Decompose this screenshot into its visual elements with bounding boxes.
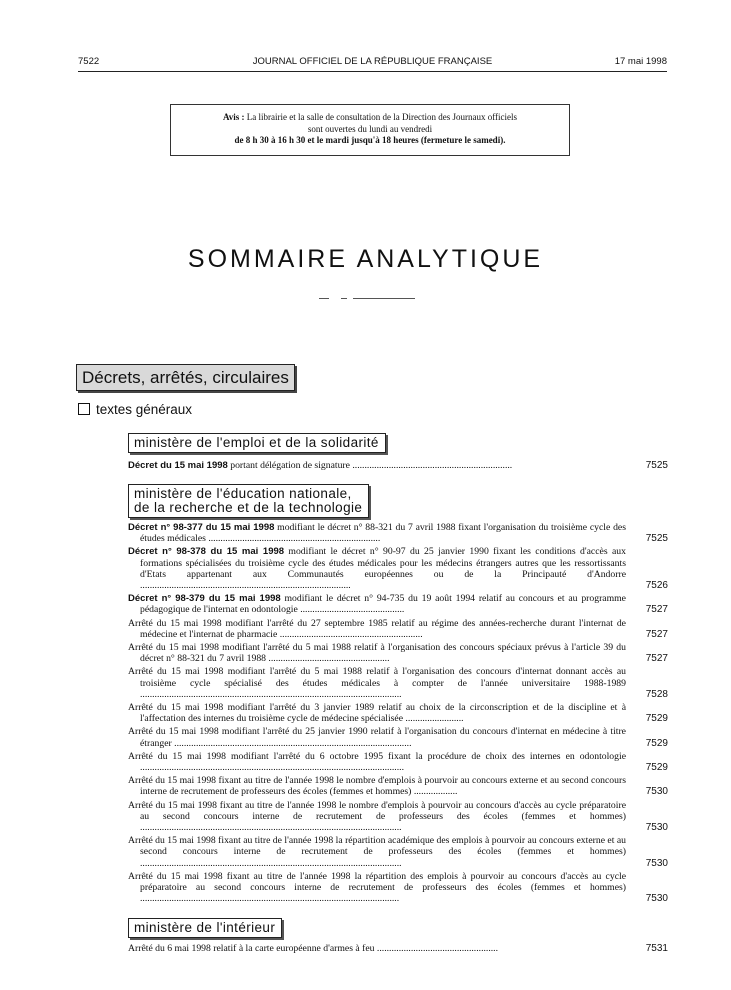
entry-text: Arrêté du 15 mai 1998 fixant au titre de l'année 1998 la répartition académique des emplois à pourvoir au concours externe et au second concours interne de recrutement de professeurs des écoles (femmes et hommes) ............................................................................................................ [128, 835, 626, 869]
entries-interieur [128, 943, 668, 956]
ministry-heading-line: de la recherche et de la technologie [134, 500, 363, 515]
entry-text: Arrêté du 15 mai 1998 modifiant l'arrêté du 27 septembre 1985 relatif au régime des années-recherche durant l'internat de médecine et l'internat de pharmacie ........................................................... [128, 617, 626, 640]
ministry-heading-emploi [128, 433, 386, 453]
entry-text: Arrêté du 15 mai 1998 modifiant l'arrêté du 3 janvier 1989 relatif au choix de la circonscription et de la discipline et à l'affectation des internes du troisième cycle de médecine spécialisée ........................ [128, 702, 626, 725]
entry-text: Arrêté du 15 mai 1998 fixant au titre de l'année 1998 le nombre d'emplois à pourvoir au concours externe et au second concours interne de recrutement de professeurs des écoles (femmes et hommes) .................. [128, 775, 626, 798]
notice-box [170, 104, 570, 156]
entry-text: Arrêté du 15 mai 1998 modifiant l'arrêté du 5 mai 1988 relatif à l'organisation des concours spéciaux prévus à l'article 39 du décret n° 88-321 du 7 avril 1988 .................................................. [128, 642, 626, 665]
entry-page: 7530 [645, 893, 668, 905]
ministry-heading-education [128, 484, 369, 518]
list-item [128, 618, 668, 640]
list-item [128, 666, 668, 700]
notice-line-2: sont ouvertes du lundi au vendredi [307, 123, 433, 134]
list-item [128, 800, 668, 834]
entry-page: 7528 [645, 688, 668, 700]
list-item [128, 726, 668, 748]
list-item [128, 702, 668, 724]
entry-page: 7530 [645, 857, 668, 869]
ministry-heading-line: ministère de l'intérieur [134, 920, 276, 935]
entry-text: Arrêté du 15 mai 1998 modifiant l'arrêté du 6 octobre 1995 fixant la procédure de choix des internes en odontologie ............................................................................................................. [128, 750, 626, 774]
entry-page: 7530 [645, 822, 668, 834]
issue-date: 17 mai 1998 [614, 56, 667, 67]
entry-page: 7529 [645, 713, 668, 725]
entry-page: 7527 [645, 653, 668, 665]
entry-page: 7530 [645, 786, 668, 798]
checkbox-square-icon [78, 403, 90, 415]
entry-text: Arrêté du 15 mai 1998 modifiant l'arrêté du 5 mai 1988 relatif à l'organisation des concours d'internat donnant accès au troisième cycle spécialisé des études médicales à compter de l'année universitaire 1988-1989 ............................................................................................................ [128, 666, 626, 700]
list-item [128, 460, 668, 471]
entry-text: modifiant le décret n° 94-735 du 19 août 1994 relatif au concours et au programme pédagogique de l'internat en odontologie ........................................... [140, 593, 626, 616]
entry-text: modifiant le décret n° 88-321 du 7 avril 1988 fixant l'organisation du troisième cycle des études médicales ....................................................................... [140, 522, 626, 545]
page-title: SOMMAIRE ANALYTIQUE [187, 245, 544, 273]
entry-text: Arrêté du 15 mai 1998 fixant au titre de l'année 1998 la répartition des emplois à pourvoir au concours d'accès au cycle préparatoire au second concours interne de recrutement de professeurs des écoles (femmes et hommes) ........................................................................................................... [128, 870, 626, 905]
notice-label: Avis : [222, 112, 245, 122]
notice-line-1-text: La librairie et la salle de consultation de la Direction des Journaux officiels [246, 112, 518, 122]
entry-page: 7525 [645, 460, 668, 471]
ministry-heading-interieur [128, 918, 282, 938]
entry-text: Arrêté du 6 mai 1998 relatif à la carte européenne d'armes à feu .................................................. [128, 943, 499, 954]
entry-text: Arrêté du 15 mai 1998 fixant au titre de l'année 1998 le nombre d'emplois à pourvoir au concours d'accès au cycle préparatoire au second concours interne de recrutement de professeurs des écoles (femmes et hommes) ............................................................................................................ [128, 799, 626, 834]
title-ornament [319, 298, 415, 300]
list-item [128, 835, 668, 869]
entry-page: 7531 [645, 943, 668, 954]
ministry-heading-line: ministère de l'éducation nationale, [134, 486, 352, 501]
entry-bold: Décret n° 98-378 du 15 mai 1998 [128, 546, 285, 558]
list-item [128, 522, 668, 544]
notice-hours: de 8 h 30 à 16 h 30 et le mardi jusqu'à 18 heures (fermeture le samedi). [234, 135, 506, 145]
subsection-heading [78, 402, 192, 417]
entry-page: 7526 [645, 580, 668, 592]
entry-bold: Décret n° 98-377 du 15 mai 1998 [128, 522, 275, 533]
notice-line-1 [171, 112, 569, 124]
category-heading: Décrets, arrêtés, circulaires [76, 364, 295, 391]
subsection-label: textes généraux [96, 402, 193, 417]
entry-text: Arrêté du 15 mai 1998 modifiant l'arrêté du 25 janvier 1990 relatif à l'organisation du concours d'internat en médecine à titre étranger .................................................................................................. [128, 726, 626, 749]
entry-page: 7527 [645, 604, 668, 616]
entry-bold: Décret du 15 mai 1998 [128, 460, 228, 471]
list-item [128, 751, 668, 773]
header-rule [78, 71, 667, 72]
entry-page: 7529 [645, 762, 668, 774]
entry-page: 7529 [645, 737, 668, 749]
page-header [78, 56, 667, 68]
page-number: 7522 [78, 56, 100, 67]
list-item [128, 546, 668, 591]
notice-line-3 [171, 135, 569, 147]
ministry-heading-line: ministère de l'emploi et de la solidarité [134, 435, 379, 450]
entry-page: 7527 [645, 628, 668, 640]
list-item [128, 642, 668, 664]
list-item [128, 871, 668, 905]
list-item [128, 943, 668, 954]
entries-emploi [128, 460, 668, 473]
entry-text: portant délégation de signature .................................................................. [227, 460, 513, 471]
entries-education [128, 522, 668, 907]
list-item [128, 775, 668, 797]
journal-title: JOURNAL OFFICIEL DE LA RÉPUBLIQUE FRANÇAISE [252, 56, 493, 67]
list-item [128, 593, 668, 615]
entry-text: modifiant le décret n° 90-97 du 25 janvier 1990 fixant les conditions d'accès aux formations spécialisées du troisième cycle des études médicales pour les médecins étrangers autres que les ressortissants d'Etats appartenant aux Communautés européennes ou de la Principauté d'Andorre ....................................................................................... [140, 546, 626, 592]
entry-page: 7525 [645, 533, 668, 545]
entry-bold: Décret n° 98-379 du 15 mai 1998 [128, 593, 281, 605]
